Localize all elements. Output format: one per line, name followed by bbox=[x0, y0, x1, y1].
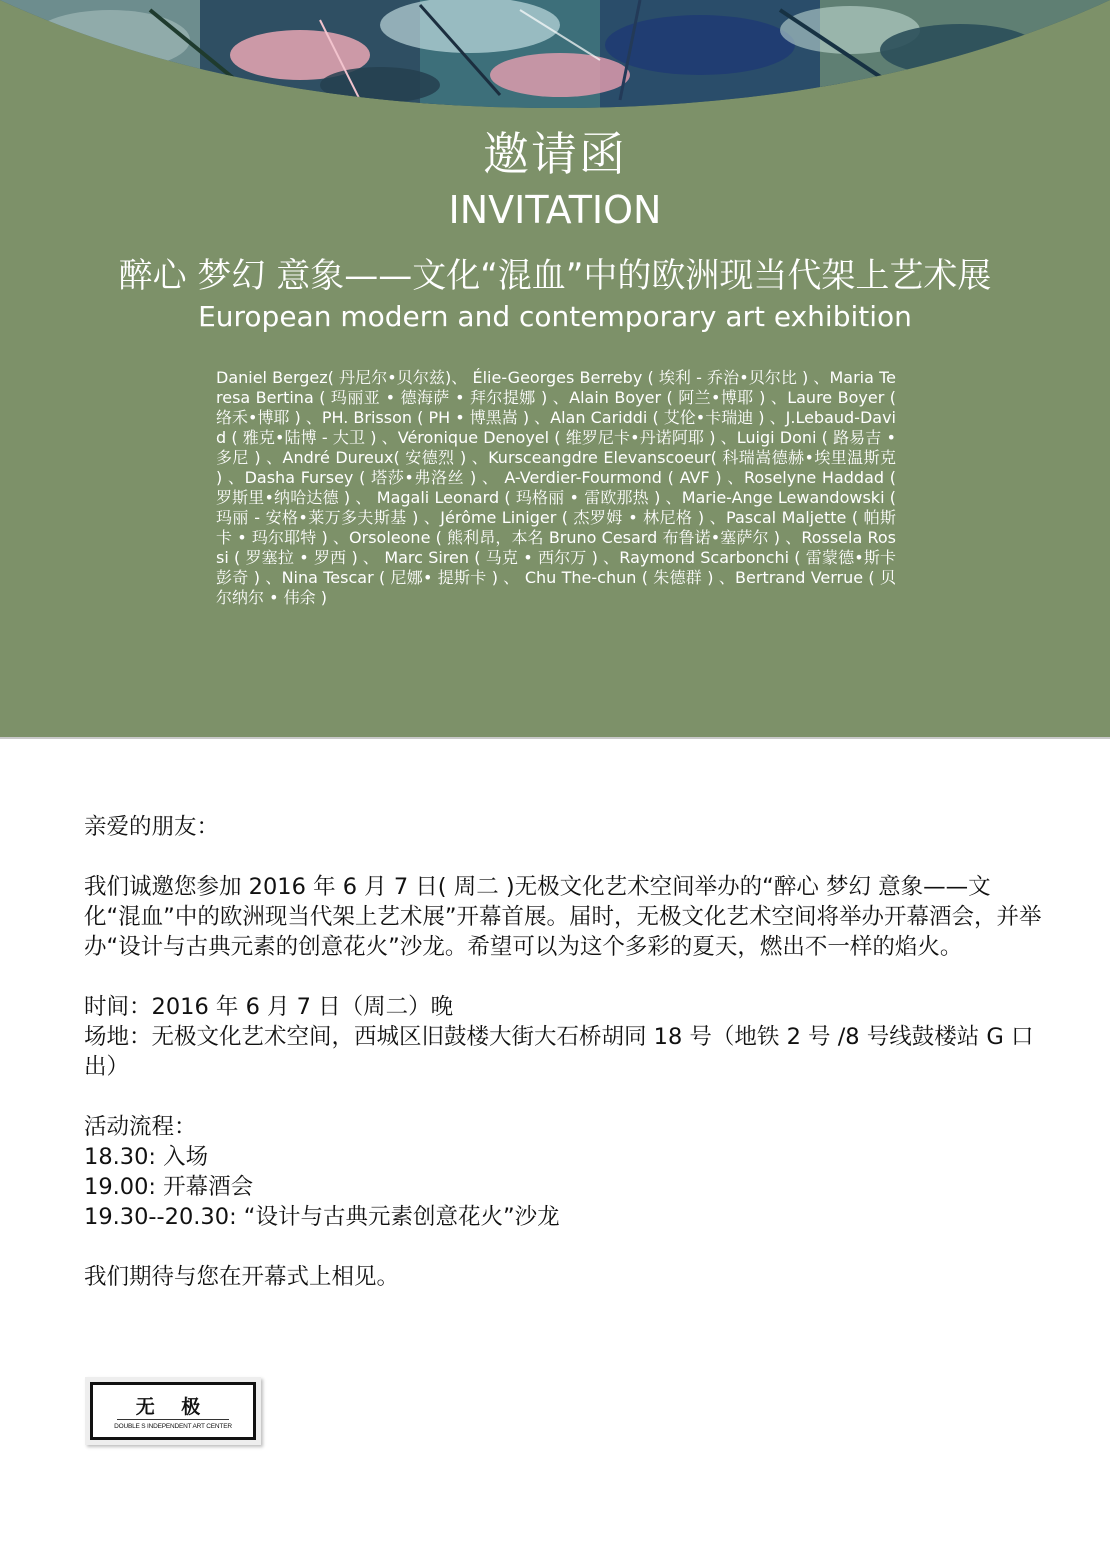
title-cn: 邀请函 bbox=[483, 127, 627, 181]
logo-frame bbox=[90, 1382, 256, 1440]
schedule-item: 18.30: 入场 bbox=[84, 1144, 209, 1170]
schedule-title: 活动流程： bbox=[84, 1114, 197, 1140]
event-venue: 场地：无极文化艺术空间，西城区旧鼓楼大街大石桥胡同 18 号（地铁 2 号 /8 号线鼓楼站 G 口出） bbox=[84, 1024, 1034, 1080]
painting-artwork bbox=[0, 0, 1110, 110]
event-time: 时间：2016 年 6 月 7 日（周二）晚 bbox=[84, 994, 454, 1020]
header-panel bbox=[0, 0, 1110, 737]
letter-body: 我们诚邀您参加 2016 年 6 月 7 日( 周二 )无极文化艺术空间举办的“醉心 梦幻 意象——文化“混血”中的欧洲现当代架上艺术展”开幕首展。届时，无极文化艺术空间将举办开幕酒会，并举办“设计与古典元素的创意花火”沙龙。希望可以为这个多彩的夏天，燃出不一样的焰火。 bbox=[84, 874, 1042, 960]
greeting: 亲爱的朋友： bbox=[84, 814, 220, 840]
logo-name-cn: 无 极 bbox=[135, 1396, 211, 1418]
artist-list: Daniel Bergez( 丹尼尔•贝尔兹)、 Élie-Georges Berreby ( 埃利 - 乔治•贝尔比 ) 、Maria Teresa Bertina ( 玛丽亚 • 德海萨 • 拜尔提娜 ) 、Alain Boyer ( 阿兰•博耶 ) 、Laure Boyer ( 络禾•博耶 ) 、PH. Brisson ( PH • 博黑嵩 ) 、Alan Cariddi ( 艾伦•卡瑞迪 ) 、J.Lebaud-David ( 雅克•陆博 - 大卫 ) 、Véronique Denoyel ( 维罗尼卡•丹诺阿耶 ) 、Luigi Doni ( 路易吉 • 多尼 ) 、André Dureux( 安德烈 ) 、Kursceangdre Elevanscoeur( 科瑞嵩德赫•埃里温斯克 ) 、Dasha Fursey ( 塔莎•弗洛丝 ) 、 A-Verdier-Fourmond ( AVF ) 、Roselyne Haddad ( 罗斯里•纳哈达德 ) 、 Magali Leonard ( 玛格丽 • 雷欧那热 ) 、Marie-Ange Lewandowski ( 玛丽 - 安格•莱万多夫斯基 ) 、Jérôme Liniger ( 杰罗姆 • 林尼格 ) 、Pascal Maljette ( 帕斯卡 • 玛尔耶特 ) 、Orsoleone ( 熊利昂，本名 Bruno Cesard 布鲁诺•塞萨尔 ) 、Rossela Rossi ( 罗塞拉 • 罗西 ) 、 Marc Siren ( 马克 • 西尔万 ) 、Raymond Scarbonchi ( 雷蒙德•斯卡彭奇 ) 、Nina Tescar ( 尼娜• 提斯卡 ) 、 Chu The-chun ( 朱德群 ) 、Bertrand Verrue ( 贝尔纳尔 • 伟余 ) bbox=[216, 368, 896, 607]
logo-rule bbox=[117, 1419, 229, 1420]
schedule-item: 19.30--20.30: “设计与古典元素创意花火”沙龙 bbox=[84, 1204, 560, 1230]
schedule-item: 19.00: 开幕酒会 bbox=[84, 1174, 254, 1200]
exhibition-title-en: European modern and contemporary art exhibition bbox=[198, 300, 912, 333]
exhibition-title-cn: 醉心 梦幻 意象——文化“混血”中的欧洲现当代架上艺术展 bbox=[118, 256, 992, 296]
closing-line: 我们期待与您在开幕式上相见。 bbox=[84, 1264, 400, 1290]
invitation-letter bbox=[84, 812, 1044, 1292]
logo bbox=[85, 1377, 261, 1445]
title-en: INVITATION bbox=[448, 188, 662, 232]
logo-name-en: DOUBLE S INDEPENDENT ART CENTER bbox=[114, 1423, 232, 1430]
section-divider bbox=[0, 737, 1110, 739]
